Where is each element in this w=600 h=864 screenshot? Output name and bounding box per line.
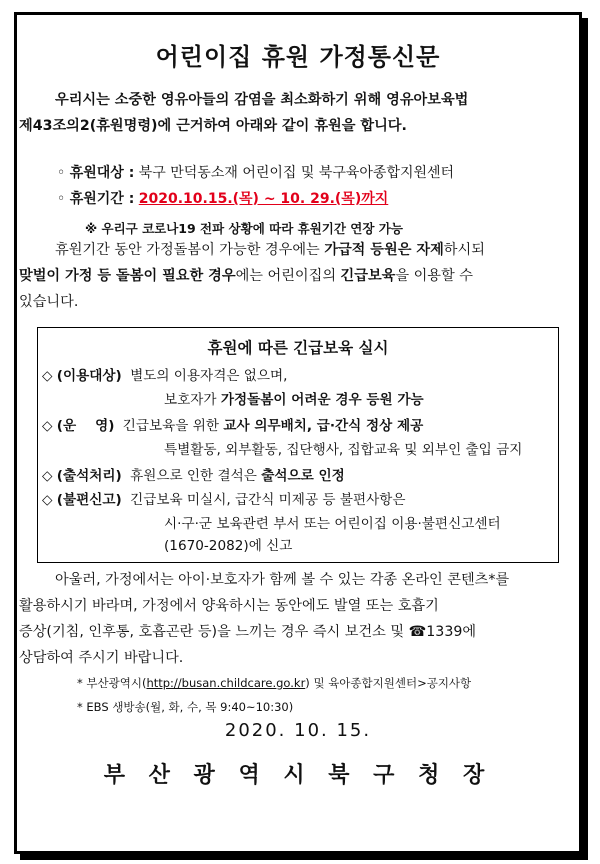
period-value: 2020.10.15.(목) ~ 10. 29.(목)까지 — [138, 191, 389, 207]
item-label: (운 영) — [56, 418, 115, 434]
reference-ebs: * EBS 생방송(월, 화, 수, 목 9:40~10:30) — [77, 700, 294, 714]
item-operation — [42, 416, 423, 436]
body-text: 에는 어린이집의 — [235, 268, 341, 284]
intro-line-1: 우리시는 소중한 영유아들의 감염을 최소화하기 위해 영유아보육법 — [55, 92, 469, 108]
item-label: (출석처리) — [56, 468, 122, 484]
item-text: 보호자가 — [164, 392, 221, 408]
diamond-icon: ◇ — [42, 418, 53, 434]
ref-text: ) 및 육아종합지원센터>공지사항 — [305, 676, 472, 690]
item-complaint-cont: 시·구·군 보육관련 부서 또는 어린이집 이용·불편신고센터 — [164, 516, 501, 532]
body-bold: 가급적 등원은 자제 — [324, 242, 444, 258]
closing-text: 상담하여 주시기 바랍니다. — [19, 650, 184, 666]
target-row — [57, 163, 454, 183]
item-eligibility — [42, 366, 288, 386]
period-row — [57, 189, 388, 209]
item-text: 별도의 이용자격은 없으며, — [130, 368, 288, 384]
notice-frame — [14, 12, 582, 854]
diamond-icon: ◇ — [42, 468, 53, 484]
item-bold: 교사 의무배치, 급·간식 정상 제공 — [223, 418, 424, 434]
busan-childcare-link[interactable]: http://busan.childcare.go.kr — [146, 676, 306, 690]
period-label: 휴원기간 : — [69, 191, 135, 207]
body-paragraph — [19, 237, 559, 315]
body-bold: 긴급보육 — [340, 268, 396, 284]
body-text: 하시되 — [443, 242, 485, 258]
item-operation-cont: 특별활동, 외부활동, 집단행사, 집합교육 및 외부인 출입 금지 — [164, 442, 523, 458]
item-text: 긴급보육을 위한 — [122, 418, 224, 434]
reference-busan — [77, 675, 471, 691]
item-complaint — [42, 490, 406, 510]
page-title: 어린이집 휴원 가정통신문 — [155, 43, 441, 71]
closing-text: 증상(기침, 인후통, 호흡곤란 등)을 느끼는 경우 즉시 보건소 및 ☎1339에 — [19, 624, 477, 640]
closing-text: 활용하시기 바라며, 가정에서 양육하시는 동안에도 발열 또는 호흡기 — [19, 598, 439, 614]
item-attendance — [42, 466, 345, 486]
body-bold: 맞벌이 가정 등 돌봄이 필요한 경우 — [19, 268, 236, 284]
item-text: 긴급보육 미실시, 급간식 미제공 등 불편사항은 — [130, 492, 406, 508]
bullet-icon: ◦ — [57, 165, 66, 181]
ref-text: * 부산광역시( — [77, 676, 147, 690]
item-label: (불편신고) — [56, 492, 122, 508]
item-complaint-cont-2: (1670-2082)에 신고 — [164, 538, 293, 554]
item-eligibility-cont — [164, 390, 424, 410]
body-text: 을 이용할 수 — [395, 268, 473, 284]
notice-date: 2020. 10. 15. — [224, 720, 372, 741]
intro-paragraph — [19, 87, 559, 139]
item-label: (이용대상) — [56, 368, 122, 384]
item-bold: 출석으로 인정 — [261, 468, 345, 484]
item-bold: 가정돌봄이 어려운 경우 등원 가능 — [220, 392, 424, 408]
issuer-signature: 부 산 광 역 시 북 구 청 장 — [103, 763, 493, 788]
bullet-icon: ◦ — [57, 191, 66, 207]
item-text: 휴원으로 인한 결석은 — [130, 468, 262, 484]
diamond-icon: ◇ — [42, 368, 53, 384]
closing-text: 아울러, 가정에서는 아이·보호자가 함께 볼 수 있는 각종 온라인 콘텐츠*를 — [55, 572, 510, 588]
intro-line-2: 제43조의2(휴원명령)에 근거하여 아래와 같이 휴원을 합니다. — [19, 118, 407, 134]
closing-paragraph — [19, 567, 559, 671]
extension-note: ※ 우리구 코로나19 전파 상황에 따라 휴원기간 연장 가능 — [85, 221, 403, 236]
target-value: 북구 만덕동소재 어린이집 및 북구육아종합지원센터 — [138, 165, 455, 181]
body-text: 휴원기간 동안 가정돌봄이 가능한 경우에는 — [55, 242, 325, 258]
diamond-icon: ◇ — [42, 492, 53, 508]
target-label: 휴원대상 : — [69, 165, 135, 181]
body-text: 있습니다. — [19, 294, 79, 310]
emergency-care-box — [37, 327, 559, 563]
box-title: 휴원에 따른 긴급보육 실시 — [207, 339, 389, 357]
